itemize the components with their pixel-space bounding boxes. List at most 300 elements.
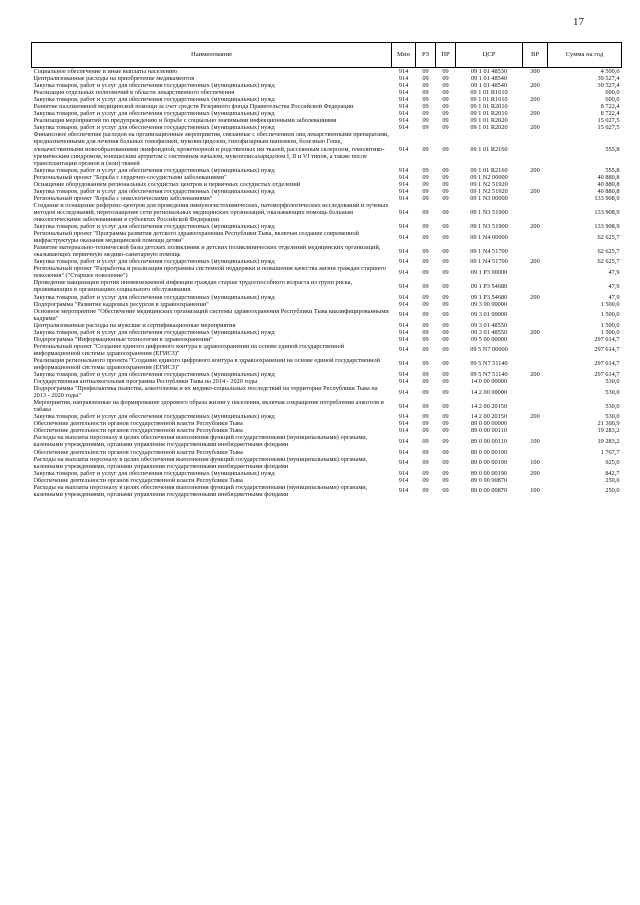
cell-csr: 09 3 01 48550 [470, 321, 508, 329]
cell-name: Закупка товаров, работ и услуг для обеспечения государственных (муниципальных) нужд [33, 258, 275, 266]
cell-rz: 09 [422, 103, 429, 111]
cell-min: 914 [398, 282, 409, 290]
cell-pr: 09 [442, 247, 449, 255]
cell-sum: 1 500,0 [600, 328, 620, 336]
cell-min: 914 [398, 258, 409, 266]
cell-vr [523, 322, 548, 329]
cell-sum: 133 908,9 [594, 208, 620, 216]
cell-name: Подпрограмма "Информационные технологии в здравоохранении" [33, 335, 213, 343]
table-row [32, 188, 622, 195]
table-row [32, 378, 622, 385]
cell-sum: 21 300,9 [597, 420, 620, 428]
cell-name: Централизованные расходы на мужские и сертификационные мероприятия [33, 321, 236, 329]
cell-rz: 09 [422, 321, 429, 329]
cell-min: 914 [398, 371, 409, 379]
cell-pr: 09 [442, 476, 449, 484]
cell-pr: 09 [442, 459, 449, 467]
cell-csr: 09 1 01 R2010 [470, 110, 508, 118]
cell-pr: 09 [442, 300, 449, 308]
cell-rz: 09 [422, 335, 429, 343]
cell-sum: 47,9 [608, 282, 620, 290]
cell-rz: 09 [422, 247, 429, 255]
cell-vr: 200 [530, 110, 540, 118]
cell-pr: 09 [442, 311, 449, 319]
cell-min: 914 [398, 448, 409, 456]
table-row [32, 195, 622, 202]
cell-vr: 200 [530, 223, 540, 231]
cell-vr [523, 103, 548, 110]
cell-sum: 250,0 [605, 487, 620, 495]
cell-min: 914 [398, 75, 409, 83]
cell-pr: 09 [442, 68, 449, 75]
cell-min: 914 [398, 247, 409, 255]
cell-name: Закупка товаров, работ и услуг для обеспечения государственных (муниципальных) нужд [33, 413, 275, 421]
cell-pr: 09 [442, 110, 449, 118]
cell-min: 914 [398, 388, 409, 396]
table-row [32, 427, 622, 434]
cell-pr: 09 [442, 82, 449, 90]
cell-rz: 09 [422, 476, 429, 484]
table-row [32, 230, 622, 244]
cell-vr: 200 [530, 187, 540, 195]
table-body [32, 68, 622, 498]
cell-name: Социальное обеспечение и иные выплаты населению [33, 68, 177, 75]
cell-min: 914 [398, 346, 409, 354]
cell-rz: 09 [422, 124, 429, 132]
cell-rz: 09 [422, 388, 429, 396]
cell-vr: 300 [530, 68, 540, 75]
cell-csr: 14 2 00 00000 [470, 388, 508, 396]
cell-min: 914 [398, 223, 409, 231]
cell-rz: 09 [422, 437, 429, 445]
cell-rz: 09 [422, 459, 429, 467]
cell-name: Закупка товаров, работ и услуг для обеспечения государственных (муниципальных) нужд [33, 187, 275, 195]
cell-rz: 09 [422, 208, 429, 216]
cell-pr: 09 [442, 187, 449, 195]
cell-sum: 47,9 [608, 268, 620, 276]
table-row [32, 357, 622, 371]
cell-name: Подпрограмма "Профилактика пьянства, алкоголизма и их медико-социальных последствий на территории Республики Тыва на 2013 - 2020 годы" [33, 385, 378, 400]
cell-pr: 09 [442, 96, 449, 104]
cell-rz: 09 [422, 173, 429, 181]
cell-vr: 200 [530, 96, 540, 104]
cell-vr [523, 181, 548, 188]
cell-name: Реализация регионального проекта "Создание единого цифрового контура в здравоохранении на основе единой государственной информационной системы здравоохранения (ЕГИСЗ)" [33, 356, 380, 371]
table-row [32, 103, 622, 110]
table-row [32, 117, 622, 124]
cell-name: Закупка товаров, работ и услуг для обеспечения государственных (муниципальных) нужд [33, 96, 275, 104]
table-row [32, 371, 622, 378]
cell-vr: 200 [530, 371, 540, 379]
cell-sum: 15 027,5 [597, 124, 620, 132]
cell-sum: 133 908,9 [594, 194, 620, 202]
cell-csr: 09 1 01 R2020 [470, 124, 508, 132]
cell-csr: 09 1 01 R1610 [470, 96, 508, 104]
table-row [32, 202, 622, 223]
table-row [32, 223, 622, 230]
cell-pr: 09 [442, 321, 449, 329]
cell-sum: 8 722,4 [600, 103, 620, 111]
cell-name: Оснащение оборудованием региональных сосудистых центров и первичных сосудистых отделений [33, 180, 301, 188]
cell-vr [523, 308, 548, 322]
cell-min: 914 [398, 378, 409, 386]
cell-name: Закупка товаров, работ и услуг для обеспечения государственных (муниципальных) нужд [33, 293, 275, 301]
cell-min: 914 [398, 476, 409, 484]
cell-csr: 09 5 00 00000 [470, 335, 508, 343]
cell-name: Закупка товаров, работ и услуг для обеспечения государственных (муниципальных) нужд [33, 469, 275, 477]
cell-csr: 89 0 00 00110 [471, 437, 507, 445]
cell-sum: 250,0 [605, 476, 620, 484]
cell-csr: 09 1 01 R2160 [470, 145, 508, 153]
cell-rz: 09 [422, 268, 429, 276]
table-row [32, 343, 622, 357]
cell-sum: 1 500,0 [600, 321, 620, 329]
cell-sum: 1 767,7 [600, 448, 620, 456]
cell-csr: 09 1 01 48540 [470, 75, 508, 83]
page-number: 17 [573, 16, 584, 28]
cell-vr [523, 357, 548, 371]
cell-pr: 09 [442, 233, 449, 241]
table-row [32, 470, 622, 477]
cell-csr: 09 3 01 00000 [470, 311, 508, 319]
cell-csr: 14 2 00 20150 [470, 413, 508, 421]
header-vr: ВР [523, 43, 548, 68]
cell-vr [523, 343, 548, 357]
cell-vr [523, 195, 548, 202]
cell-vr: 200 [530, 124, 540, 132]
cell-sum: 19 283,2 [597, 427, 620, 435]
cell-csr: 09 1 N2 51920 [470, 180, 508, 188]
cell-csr: 09 1 01 R2010 [470, 103, 508, 111]
cell-vr [523, 378, 548, 385]
cell-sum: 600,0 [605, 89, 620, 97]
cell-sum: 133 908,9 [594, 223, 620, 231]
cell-min: 914 [398, 180, 409, 188]
cell-vr [523, 301, 548, 308]
cell-vr [523, 420, 548, 427]
table-row [32, 244, 622, 258]
cell-rz: 09 [422, 187, 429, 195]
table-row [32, 167, 622, 174]
cell-pr: 09 [442, 371, 449, 379]
cell-rz: 09 [422, 258, 429, 266]
cell-min: 914 [398, 469, 409, 477]
cell-min: 914 [398, 233, 409, 241]
cell-min: 914 [398, 413, 409, 421]
cell-vr: 200 [530, 258, 540, 266]
cell-min: 914 [398, 293, 409, 301]
cell-min: 914 [398, 459, 409, 467]
cell-sum: 40 880,8 [597, 173, 620, 181]
cell-vr [523, 385, 548, 399]
cell-min: 914 [398, 89, 409, 97]
cell-rz: 09 [422, 413, 429, 421]
cell-sum: 1 500,0 [600, 311, 620, 319]
cell-vr [523, 399, 548, 413]
cell-pr: 09 [442, 258, 449, 266]
cell-min: 914 [398, 103, 409, 111]
cell-name: Региональный проект "Борьба с онкологическими заболеваниями" [33, 194, 213, 202]
cell-csr: 09 1 N3 00000 [470, 194, 508, 202]
cell-vr: 100 [530, 459, 540, 467]
cell-sum: 4 500,0 [600, 68, 620, 75]
table-row [32, 449, 622, 456]
table-row [32, 329, 622, 336]
cell-sum: 530,0 [605, 388, 620, 396]
cell-name: Финансовое обеспечение расходов на организационные мероприятия, связанные с обеспечением лиц лекарственными препаратами, предназначенными для лечения больных гемофилией, муковисцидозом, гипофизарным нанизмом, болезнью Гоше, злокачественными новообразованиями лимфоидной, кроветворной и родственных им тканей, рассеянным склерозом, гемолитико-уремическим синдромом, юношеским артритом с системным началом, мукополисахаридозом I, II и VI типов, а также после трансплантации органов и (или) тканей [33, 131, 389, 167]
cell-rz: 09 [422, 311, 429, 319]
cell-sum: 8 722,4 [600, 110, 620, 118]
table-row [32, 68, 622, 76]
cell-name: Региональный проект "Программа развития детского здравоохранения Республики Тыва, включая создание современной инфраструктуры оказания медицинской помощи детям" [33, 230, 359, 245]
cell-csr: 09 5 N7 51140 [470, 371, 508, 379]
table-row [32, 301, 622, 308]
cell-sum: 530,0 [605, 402, 620, 410]
cell-vr [523, 174, 548, 181]
cell-sum: 40 880,8 [597, 180, 620, 188]
cell-pr: 09 [442, 166, 449, 174]
cell-pr: 09 [442, 208, 449, 216]
cell-pr: 09 [442, 268, 449, 276]
cell-vr [523, 449, 548, 456]
cell-csr: 09 1 01 48540 [470, 82, 508, 90]
table-row [32, 434, 622, 448]
cell-pr: 09 [442, 282, 449, 290]
cell-name: Региональный проект "Борьба с сердечно-сосудистыми заболеваниями" [33, 173, 227, 181]
cell-vr [523, 89, 548, 96]
cell-sum: 15 027,5 [597, 117, 620, 125]
cell-pr: 09 [442, 360, 449, 368]
cell-pr: 09 [442, 437, 449, 445]
table-row [32, 420, 622, 427]
cell-sum: 297 614,7 [594, 360, 620, 368]
cell-csr: 09 1 P3 54680 [470, 293, 508, 301]
cell-rz: 09 [422, 96, 429, 104]
cell-min: 914 [398, 427, 409, 435]
cell-pr: 09 [442, 469, 449, 477]
cell-vr: 200 [530, 293, 540, 301]
cell-rz: 09 [422, 402, 429, 410]
cell-vr: 100 [530, 437, 540, 445]
cell-rz: 09 [422, 420, 429, 428]
cell-rz: 09 [422, 448, 429, 456]
cell-min: 914 [398, 117, 409, 125]
cell-min: 914 [398, 335, 409, 343]
cell-rz: 09 [422, 194, 429, 202]
cell-sum: 600,0 [605, 96, 620, 104]
cell-vr: 200 [530, 469, 540, 477]
cell-csr: 09 1 P3 00000 [470, 268, 508, 276]
cell-vr [523, 230, 548, 244]
cell-min: 914 [398, 173, 409, 181]
cell-csr: 14 0 00 00000 [470, 378, 508, 386]
cell-csr: 09 1 N4 51700 [470, 247, 508, 255]
cell-rz: 09 [422, 346, 429, 354]
cell-name: Обеспечение деятельности органов государственной власти Республики Тыва [33, 427, 243, 435]
cell-min: 914 [398, 437, 409, 445]
cell-name: Расходы на выплаты персоналу в целях обеспечения выполнения функций государственными (муниципальными) органами, казенными учреждениями, органами управления государственными внебюджетными фондами [33, 455, 368, 470]
cell-rz: 09 [422, 293, 429, 301]
cell-min: 914 [398, 402, 409, 410]
cell-csr: 09 5 N7 51140 [470, 360, 508, 368]
cell-csr: 09 1 N2 51920 [470, 187, 508, 195]
table-row [32, 89, 622, 96]
cell-vr [523, 279, 548, 293]
table-header-row [32, 43, 622, 68]
cell-min: 914 [398, 311, 409, 319]
cell-csr: 09 3 01 48550 [470, 328, 508, 336]
cell-csr: 09 1 N3 51900 [470, 223, 508, 231]
cell-sum: 62 625,7 [597, 258, 620, 266]
cell-sum: 530,0 [605, 378, 620, 386]
cell-name: Развитие материально-технической базы детских поликлиник и детских поликлинических отделений медицинских организаций, оказывающих первичную медико-санитарную помощь [33, 244, 381, 259]
cell-sum: 297 614,7 [594, 346, 620, 354]
cell-pr: 09 [442, 194, 449, 202]
table-row [32, 124, 622, 131]
cell-vr [523, 131, 548, 166]
cell-csr: 89 0 00 00190 [470, 448, 508, 456]
table-row [32, 477, 622, 484]
cell-csr: 09 3 00 00000 [470, 300, 508, 308]
cell-rz: 09 [422, 282, 429, 290]
cell-sum: 530,0 [605, 413, 620, 421]
cell-rz: 09 [422, 371, 429, 379]
cell-pr: 09 [442, 335, 449, 343]
cell-name: Подпрограмма "Развитие кадровых ресурсов в здравоохранении" [33, 300, 209, 308]
cell-min: 914 [398, 166, 409, 174]
cell-min: 914 [398, 68, 409, 75]
cell-csr: 09 5 N7 00000 [470, 346, 508, 354]
cell-pr: 09 [442, 124, 449, 132]
cell-name: Закупка товаров, работ и услуг для обеспечения государственных (муниципальных) нужд [33, 166, 275, 174]
cell-name: Развитие паллиативной медицинской помощи за счет средств Резервного фонда Правительства Российской Федерации [33, 103, 354, 111]
cell-min: 914 [398, 300, 409, 308]
cell-csr: 89 0 00 00110 [471, 427, 507, 435]
table-row [32, 336, 622, 343]
cell-csr: 09 1 01 48530 [470, 68, 508, 75]
cell-name: Централизованные расходы на приобретение медикаментов [33, 75, 195, 83]
header-csr: ЦСР [456, 43, 523, 68]
cell-rz: 09 [422, 166, 429, 174]
cell-csr: 89 0 00 00000 [470, 420, 508, 428]
cell-rz: 09 [422, 89, 429, 97]
cell-pr: 09 [442, 413, 449, 421]
cell-pr: 09 [442, 89, 449, 97]
cell-name: Закупка товаров, работ и услуг для обеспечения государственных (муниципальных) нужд [33, 371, 275, 379]
cell-csr: 09 1 01 R2020 [470, 117, 508, 125]
cell-pr: 09 [442, 448, 449, 456]
cell-vr [523, 427, 548, 434]
cell-name: Расходы на выплаты персоналу в целях обеспечения выполнения функций государственными (муниципальными) органами, казенными учреждениями, органами управления государственными внебюджетными фондами [33, 434, 368, 449]
cell-sum: 39 527,4 [597, 75, 620, 83]
table-row [32, 174, 622, 181]
header-min: Мин [392, 43, 416, 68]
cell-vr [523, 202, 548, 223]
cell-sum: 62 625,7 [597, 247, 620, 255]
cell-rz: 09 [422, 469, 429, 477]
table-row [32, 399, 622, 413]
header-sum: Сумма на год [548, 43, 622, 68]
header-rz: РЗ [416, 43, 436, 68]
cell-vr [523, 265, 548, 279]
cell-name: Создание и оснащение референс-центров для проведения иммуногистохимических, патоморфологических исследований и лучевых методов исследований, переоснащение сети региональных медицинских организаций, оказывающих помощь больным онкологическими заболеваниями в субъектах Российской Федерации [33, 201, 389, 223]
cell-rz: 09 [422, 427, 429, 435]
cell-pr: 09 [442, 388, 449, 396]
table-row [32, 294, 622, 301]
cell-name: Региональный проект "Создание единого цифрового контура в здравоохранении на основе единой государственной информационной системы здравоохранения (ЕГИСЗ)" [33, 342, 345, 357]
cell-min: 914 [398, 82, 409, 90]
cell-min: 914 [398, 487, 409, 495]
table-row [32, 96, 622, 103]
cell-min: 914 [398, 268, 409, 276]
cell-pr: 09 [442, 487, 449, 495]
table-row [32, 484, 622, 498]
cell-min: 914 [398, 328, 409, 336]
cell-pr: 09 [442, 103, 449, 111]
cell-vr: 100 [530, 487, 540, 495]
table-row [32, 110, 622, 117]
cell-name: Закупка товаров, работ и услуг для обеспечения государственных (муниципальных) нужд [33, 110, 275, 118]
header-name: Наименование [32, 43, 392, 68]
cell-min: 914 [398, 321, 409, 329]
cell-name: Реализация отдельных полномочий в области лекарственного обеспечения [33, 89, 235, 97]
cell-name: Закупка товаров, работ и услуг для обеспечения государственных (муниципальных) нужд [33, 328, 275, 336]
cell-pr: 09 [442, 346, 449, 354]
cell-pr: 09 [442, 328, 449, 336]
cell-name: Закупка товаров, работ и услуг для обеспечения государственных (муниципальных) нужд [33, 223, 275, 231]
cell-min: 914 [398, 420, 409, 428]
cell-min: 914 [398, 194, 409, 202]
table-row [32, 82, 622, 89]
cell-sum: 62 625,7 [597, 233, 620, 241]
cell-vr: 200 [530, 166, 540, 174]
cell-vr [523, 117, 548, 124]
cell-rz: 09 [422, 378, 429, 386]
cell-min: 914 [398, 208, 409, 216]
cell-csr: 89 0 00 00870 [470, 476, 508, 484]
cell-vr [523, 244, 548, 258]
cell-rz: 09 [422, 68, 429, 75]
cell-rz: 09 [422, 75, 429, 83]
table-row [32, 265, 622, 279]
cell-pr: 09 [442, 420, 449, 428]
table-row [32, 413, 622, 420]
cell-sum: 925,0 [605, 459, 620, 467]
cell-csr: 09 1 P3 54680 [470, 282, 508, 290]
table-row [32, 322, 622, 329]
cell-name: Обеспечение деятельности органов государственной власти Республики Тыва [33, 476, 243, 484]
cell-rz: 09 [422, 180, 429, 188]
cell-rz: 09 [422, 328, 429, 336]
cell-sum: 47,9 [608, 293, 620, 301]
cell-rz: 09 [422, 300, 429, 308]
cell-csr: 89 0 00 00190 [470, 459, 508, 467]
budget-table [31, 42, 622, 498]
cell-vr [523, 336, 548, 343]
header-pr: ПР [436, 43, 456, 68]
cell-sum: 555,8 [605, 145, 620, 153]
cell-pr: 09 [442, 75, 449, 83]
cell-sum: 39 527,4 [597, 82, 620, 90]
cell-vr: 200 [530, 413, 540, 421]
cell-vr [523, 477, 548, 484]
table-row [32, 75, 622, 82]
cell-name: Проведение вакцинации против пневмококковой инфекции граждан старше трудоспособного возраста из групп риска, проживающих в организациях социального обслуживания [33, 279, 353, 294]
cell-min: 914 [398, 124, 409, 132]
cell-name: Обеспечение деятельности органов государственной власти Республики Тыва [33, 420, 243, 428]
cell-name: Мероприятия, направленные на формирование здорового образа жизни у населения, включая сокращение потребления алкоголя и табака [33, 399, 384, 414]
cell-rz: 09 [422, 110, 429, 118]
